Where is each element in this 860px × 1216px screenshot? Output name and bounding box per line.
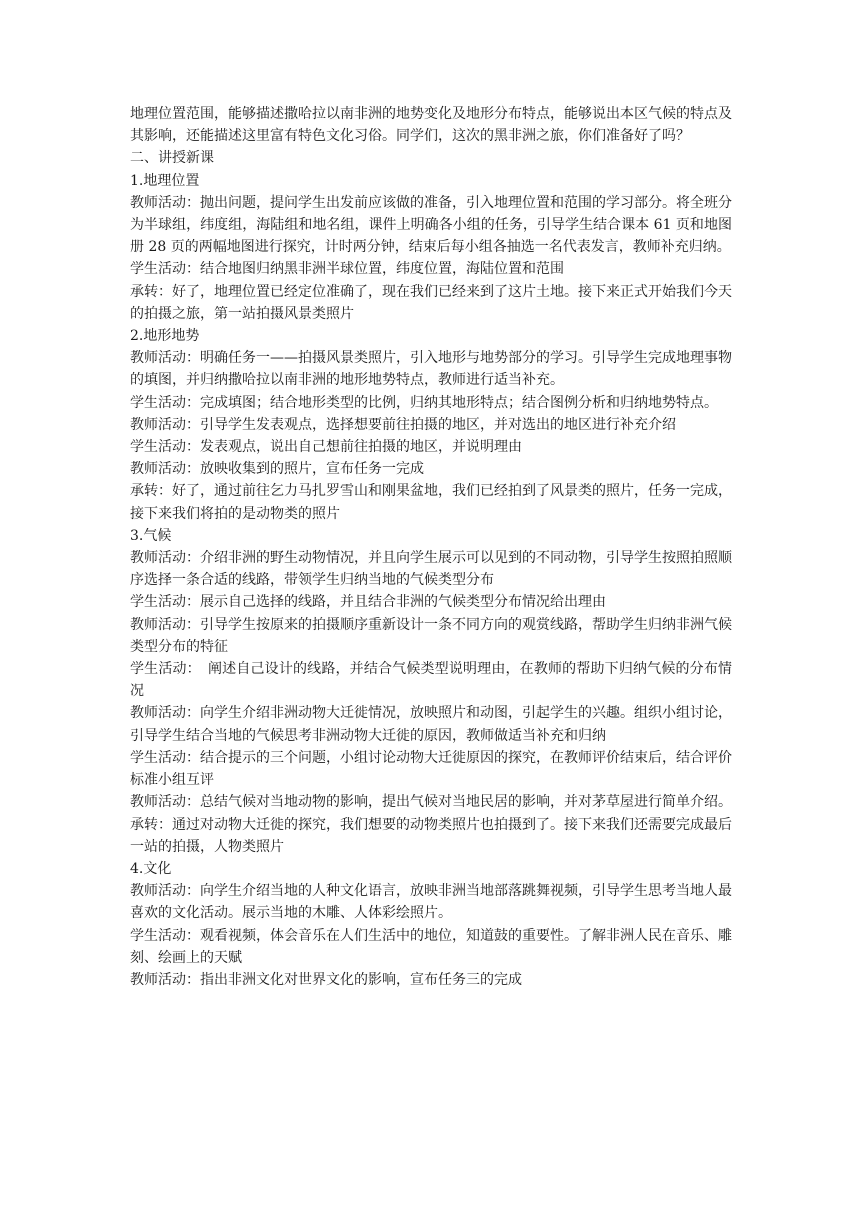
teacher-activity: 教师活动：引导学生发表观点，选择想要前往拍摄的地区，并对选出的地区进行补充介绍 bbox=[130, 416, 676, 433]
student-activity: 学生活动：结合提示的三个问题，小组讨论动物大迁徙原因的探究，在教师评价结束后，结合评价标准小组互评 bbox=[130, 749, 732, 789]
subsection-heading: 4.文化 bbox=[130, 860, 172, 877]
teacher-activity: 教师活动：明确任务一——拍摄风景类照片，引入地形与地势部分的学习。引导学生完成地理事物的填图，并归纳撒哈拉以南非洲的地形地势特点，教师进行适当补充。 bbox=[130, 350, 732, 389]
intro-paragraph: 地理位置范围，能够描述撒哈拉以南非洲的地势变化及地形分布特点，能够说出本区气候的特点及其影响，还能描述这里富有特色文化习俗。同学们，这次的黑非洲之旅，你们准备好了吗？ bbox=[130, 106, 732, 145]
student-activity: 学生活动：展示自己选择的线路，并且结合非洲的气候类型分布情况给出理由 bbox=[130, 594, 606, 611]
student-activity: 学生活动：发表观点，说出自己想前往拍摄的地区，并说明理由 bbox=[130, 439, 522, 456]
teacher-activity: 教师活动：介绍非洲的野生动物情况，并且向学生展示可以见到的不同动物，引导学生按照拍照顺序选择一条合适的线路，带领学生归纳当地的气候类型分布 bbox=[130, 550, 732, 589]
teacher-activity: 教师活动：向学生介绍当地的人种文化语言，放映非洲当地部落跳舞视频，引导学生思考当地人最喜欢的文化活动。展示当地的木雕、人体彩绘照片。 bbox=[130, 883, 732, 922]
teacher-activity: 教师活动：向学生介绍非洲动物大迁徙情况，放映照片和动图，引起学生的兴趣。组织小组讨论，引导学生结合当地的气候思考非洲动物大迁徙的原因，教师做适当补充和归纳 bbox=[130, 705, 732, 744]
subsection-heading: 3.气候 bbox=[130, 527, 172, 544]
student-activity: 学生活动：观看视频，体会音乐在人们生活中的地位，知道鼓的重要性。了解非洲人民在音乐、雕刻、绘画上的天赋 bbox=[130, 927, 732, 966]
transition-paragraph: 承转：好了，通过前往乞力马扎罗雪山和刚果盆地，我们已经拍到了风景类的照片，任务一完成，接下来我们将拍的是动物类的照片 bbox=[130, 483, 732, 522]
transition-paragraph: 承转：通过对动物大迁徙的探究，我们想要的动物类照片也拍摄到了。接下来我们还需要完成最后一站的拍摄，人物类照片 bbox=[130, 816, 732, 855]
teacher-activity: 教师活动：总结气候对当地动物的影响，提出气候对当地民居的影响，并对茅草屋进行简单介绍。 bbox=[130, 794, 732, 811]
teacher-activity: 教师活动：放映收集到的照片，宣布任务一完成 bbox=[130, 461, 424, 478]
teacher-activity: 教师活动：引导学生按原来的拍摄顺序重新设计一条不同方向的观赏线路，帮助学生归纳非洲气候类型分布的特征 bbox=[130, 616, 732, 655]
student-activity: 学生活动：结合地图归纳黑非洲半球位置，纬度位置，海陆位置和范围 bbox=[130, 261, 564, 278]
student-activity: 学生活动： 阐述自己设计的线路，并结合气候类型说明理由，在教师的帮助下归纳气候的分布情况 bbox=[130, 661, 732, 700]
student-activity: 学生活动：完成填图；结合地形类型的比例，归纳其地形特点；结合图例分析和归纳地势特点。 bbox=[130, 394, 718, 411]
document-body bbox=[130, 103, 732, 991]
transition-paragraph: 承转：好了，地理位置已经定位准确了，现在我们已经来到了这片土地。接下来正式开始我们今天的拍摄之旅，第一站拍摄风景类照片 bbox=[130, 283, 732, 322]
teacher-activity: 教师活动：抛出问题，提问学生出发前应该做的准备，引入地理位置和范围的学习部分。将全班分为半球组，纬度组，海陆组和地名组，课件上明确各小组的任务，引导学生结合课本 61 页和地图册 28 页的两幅地图进行探究，计时两分钟，结束后每小组各抽选一名代表发言，教师补充归纳。 bbox=[130, 194, 732, 256]
teacher-activity: 教师活动：指出非洲文化对世界文化的影响，宣布任务三的完成 bbox=[130, 971, 522, 988]
subsection-heading: 2.地形地势 bbox=[130, 328, 200, 345]
subsection-heading: 1.地理位置 bbox=[130, 172, 200, 189]
section-heading: 二、讲授新课 bbox=[130, 150, 214, 167]
